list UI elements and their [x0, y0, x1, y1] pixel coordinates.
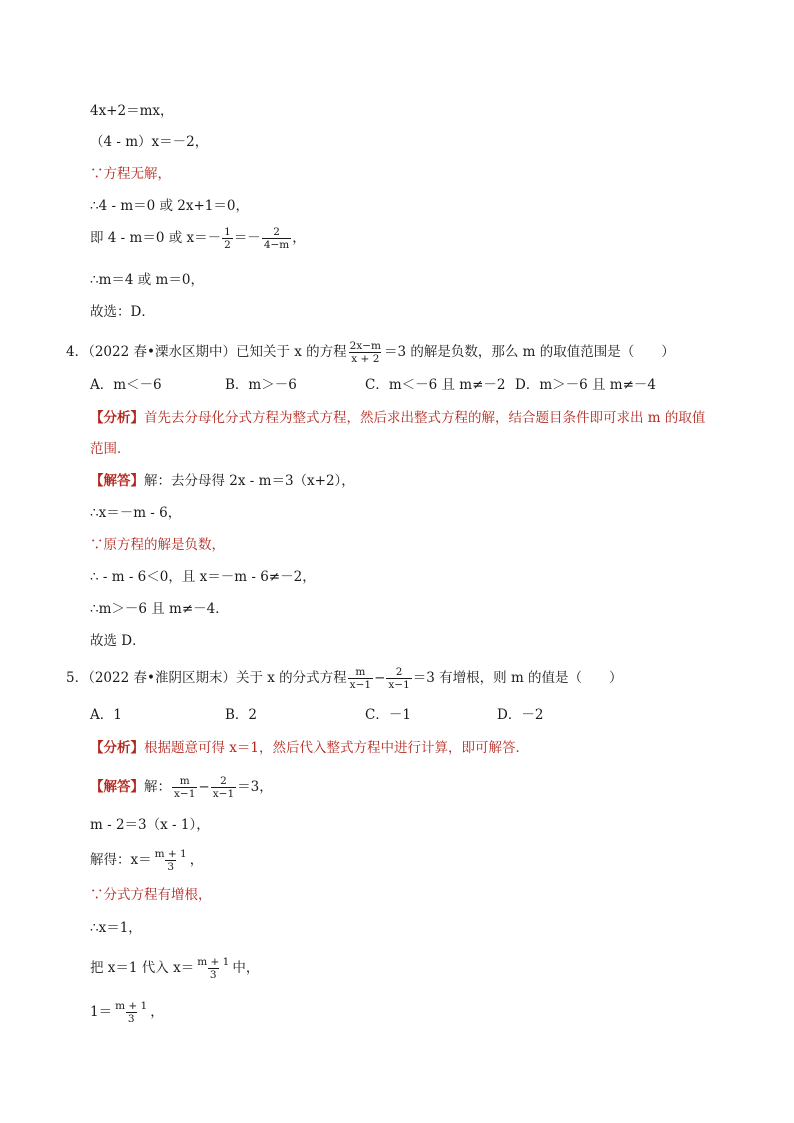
step-line: ∴ - m - 6＜0，且 x＝－m - 6≠－2， — [90, 569, 316, 585]
text: ， — [292, 230, 306, 246]
step-line: 4x+2＝mx， — [90, 103, 174, 119]
numerator: 2x−m — [349, 340, 382, 352]
step-line: ∵原方程的解是负数， — [90, 537, 225, 553]
fraction — [348, 666, 373, 691]
denominator: 3 — [209, 969, 217, 981]
denominator: x−1 — [212, 788, 235, 800]
text: − — [198, 779, 210, 795]
numerator: 2 — [395, 666, 403, 678]
fraction — [153, 848, 189, 873]
answer-line — [90, 775, 273, 800]
fraction — [211, 775, 236, 800]
numerator: 2 — [220, 775, 227, 787]
denominator: 2 — [224, 239, 231, 251]
numerator: m — [355, 666, 366, 678]
answer-line — [90, 472, 355, 490]
text: − — [374, 670, 386, 686]
fraction — [262, 226, 291, 251]
option-a: A．1 — [90, 707, 122, 723]
denominator: x−1 — [349, 679, 372, 691]
step-line: ∴4 - m＝0 或 2x+1＝0， — [90, 198, 249, 214]
step-line: m - 2＝3（x - 1）， — [90, 817, 210, 833]
text: ＝3， — [237, 779, 273, 795]
denominator: 3 — [167, 861, 175, 873]
step-line — [90, 1000, 164, 1025]
option-b: B．2 — [225, 707, 258, 723]
question-stem — [66, 340, 675, 365]
step-line: ∴m＞－6 且 m≠－4． — [90, 601, 229, 617]
analysis-line — [90, 739, 529, 757]
text: 1＝ — [90, 1004, 113, 1020]
answer-tag: 【解答】 — [90, 779, 144, 795]
analysis-tag: 【分析】 — [90, 410, 144, 426]
step-line — [90, 956, 259, 981]
fraction — [172, 775, 197, 800]
numerator: 1 — [224, 226, 231, 238]
fraction — [195, 956, 231, 981]
denominator: x−1 — [174, 788, 196, 800]
fraction — [348, 340, 383, 365]
option-a: A．m＜－6 — [90, 377, 162, 393]
denominator: x + 2 — [351, 353, 380, 365]
option-b: B．m＞－6 — [225, 377, 297, 393]
step-line: ∴x＝－m - 6， — [90, 505, 182, 521]
fraction — [113, 1000, 149, 1025]
numerator: m + 1 — [154, 848, 187, 860]
analysis-line — [90, 409, 705, 427]
fraction — [386, 666, 411, 691]
answer-text: 解： — [144, 779, 171, 795]
numerator: 2 — [273, 226, 280, 238]
answer-tag: 【解答】 — [90, 473, 144, 489]
step-line — [90, 848, 203, 873]
text: 解得：x＝ — [90, 852, 152, 868]
step-line: ∵方程无解， — [90, 166, 171, 182]
denominator: 3 — [127, 1013, 135, 1025]
text: 即 4 - m＝0 或 x＝－ — [90, 230, 222, 246]
analysis-tag: 【分析】 — [90, 740, 144, 756]
text: ， — [150, 1004, 164, 1020]
numerator: m — [179, 775, 190, 787]
numerator: m + 1 — [197, 956, 230, 968]
step-line: 故选：D． — [90, 304, 155, 320]
step-line: 故选 D． — [90, 633, 146, 649]
text: 4．（2022 春•溧水区期中）已知关于 x 的方程 — [66, 344, 347, 360]
option-d: D．－2 — [497, 707, 544, 723]
question-stem — [66, 666, 623, 691]
analysis-line: 范围． — [90, 441, 131, 457]
text: ＝3 有增根，则 m 的值是（ ） — [412, 670, 623, 686]
text: ＝3 的解是负数，那么 m 的取值范围是（ ） — [384, 344, 675, 360]
step-line — [90, 226, 306, 251]
text: ， — [189, 852, 204, 868]
fraction — [222, 226, 233, 251]
answer-text: 解：去分母得 2x - m＝3（x+2）， — [144, 473, 355, 489]
text: 中， — [232, 960, 260, 976]
step-line: ∵分式方程有增根， — [90, 887, 212, 903]
text: ＝－ — [233, 230, 261, 246]
text: 把 x＝1 代入 x＝ — [90, 960, 195, 976]
option-c: C．－1 — [365, 707, 411, 723]
step-line: ∴x＝1， — [90, 920, 142, 936]
denominator: 4−m — [263, 239, 290, 251]
text: 5．（2022 春•淮阴区期末）关于 x 的分式方程 — [66, 670, 347, 686]
denominator: x−1 — [388, 679, 410, 691]
option-d: D．m＞－6 且 m≠－4 — [515, 377, 656, 393]
step-line: （4 - m）x＝－2， — [90, 134, 209, 150]
option-c: C．m＜－6 且 m≠－2 — [365, 377, 506, 393]
numerator: m + 1 — [115, 1000, 148, 1012]
analysis-text: 根据题意可得 x＝1，然后代入整式方程中进行计算，即可解答． — [144, 740, 529, 756]
analysis-text: 首先去分母化分式方程为整式方程，然后求出整式方程的解，结合题目条件即可求出 m 的取值 — [144, 410, 706, 426]
step-line: ∴m＝4 或 m＝0， — [90, 272, 204, 288]
